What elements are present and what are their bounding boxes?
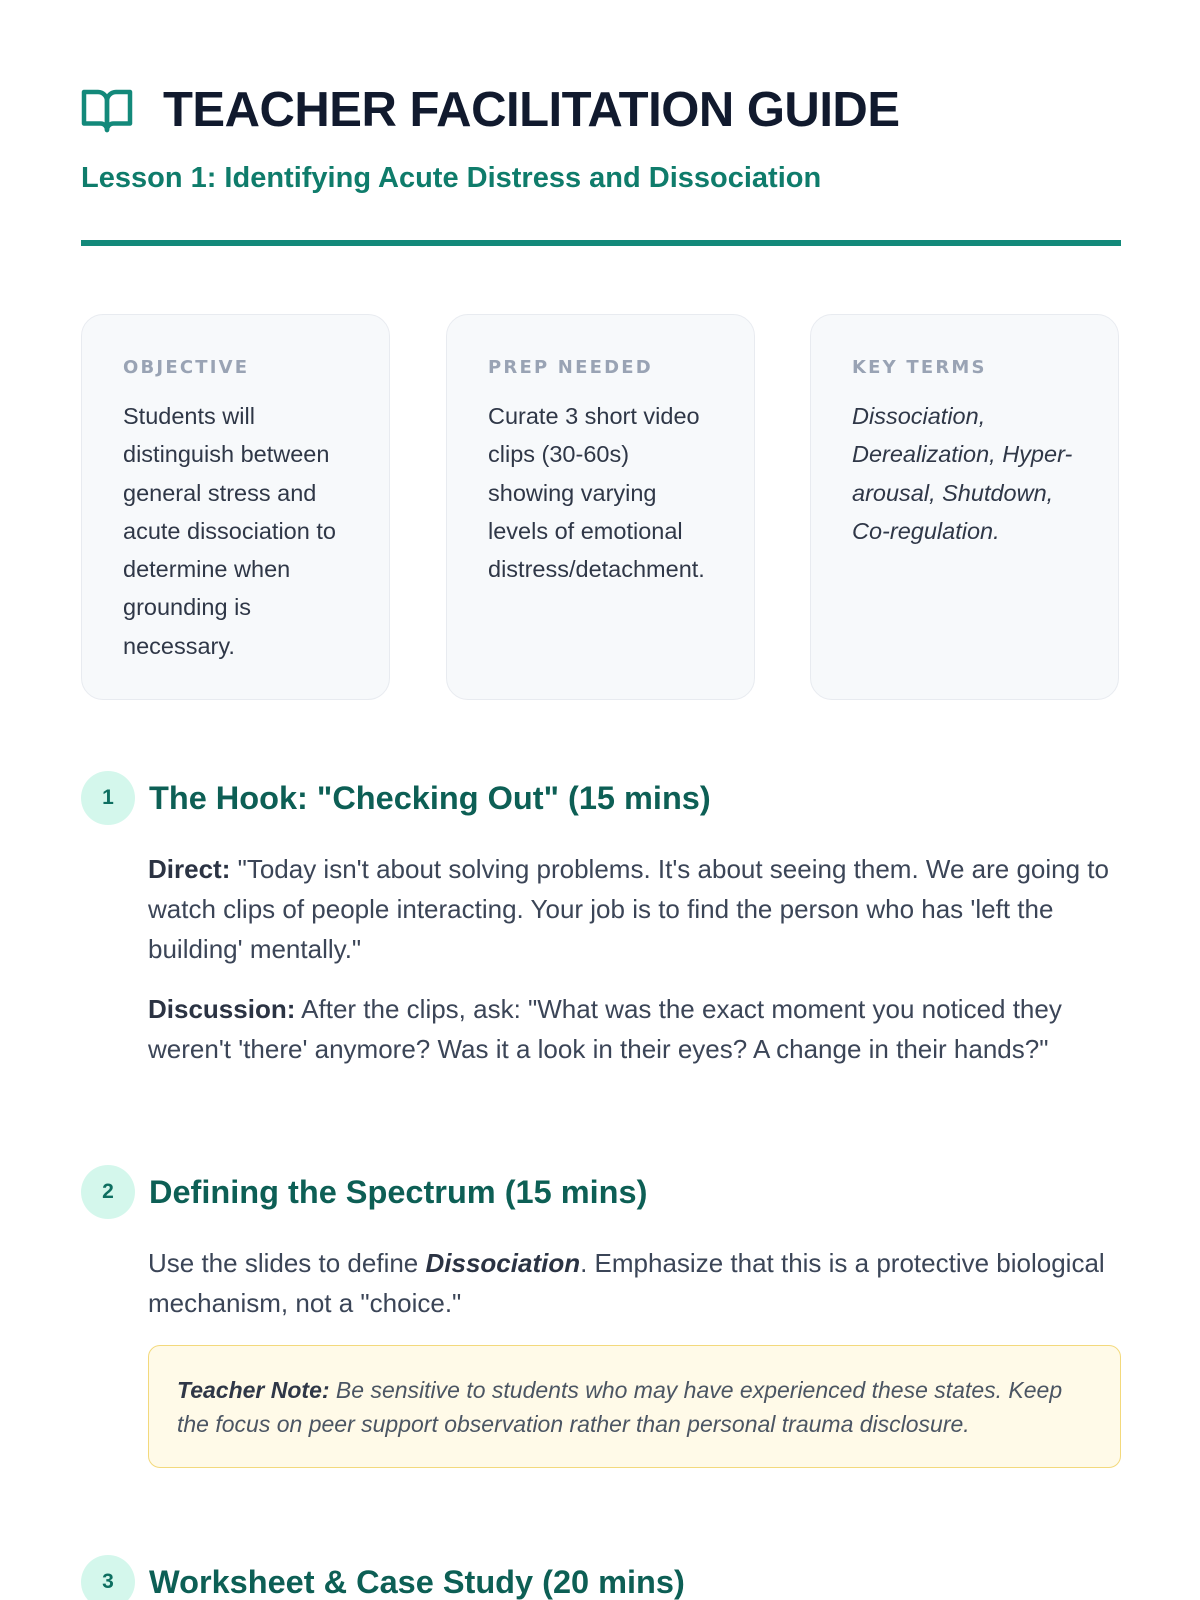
step-2-section — [81, 1165, 1121, 1468]
title-row — [81, 78, 1121, 142]
prep-needed-card — [446, 314, 755, 700]
card-text: Curate 3 short video clips (30-60s) showing varying levels of emotional distress/detachment. — [488, 403, 705, 583]
paragraph-text: Use the slides to define — [148, 1248, 426, 1278]
step-number-badge: 3 — [81, 1555, 135, 1600]
paragraph-text: . Emphasize that this is a protective biological mechanism, not a "choice." — [148, 1248, 1105, 1318]
card-text: Students will distinguish between general stress and acute dissociation to determine when grounding is necessary. — [123, 403, 336, 659]
objective-card — [81, 314, 390, 700]
step-1-section — [81, 771, 1121, 1069]
step-title: Worksheet & Case Study (20 mins) — [149, 1563, 685, 1600]
card-label: PREP NEEDED — [488, 357, 653, 378]
card-label: KEY TERMS — [852, 357, 987, 378]
page-title: TEACHER FACILITATION GUIDE — [163, 83, 900, 137]
teacher-note-callout — [148, 1345, 1121, 1468]
step-heading — [81, 1555, 1121, 1600]
step-heading — [81, 771, 1121, 825]
header-divider — [81, 240, 1121, 246]
paragraph-text: After the clips, ask: "What was the exact moment you noticed they weren't 'there' anymore? Was it a look in their eyes? A change in their hands?" — [148, 994, 1062, 1064]
paragraph-text: "Today isn't about solving problems. It's about seeing them. We are going to watch clips of people interacting. Your job is to find the person who has 'left the building' mentally." — [148, 854, 1109, 964]
page-header — [81, 78, 1121, 195]
note-label: Teacher Note: — [177, 1377, 330, 1403]
spectrum-paragraph — [148, 1243, 1121, 1323]
step-body — [148, 849, 1121, 1069]
card-text: Dissociation, Derealization, Hyper-arousal, Shutdown, Co-regulation. — [852, 403, 1073, 544]
paragraph-label: Direct: — [148, 854, 231, 884]
defined-term: Dissociation — [425, 1248, 581, 1278]
step-title: The Hook: "Checking Out" (15 mins) — [149, 779, 711, 816]
step-body — [148, 1243, 1121, 1323]
overview-cards — [81, 314, 1121, 702]
direct-paragraph — [148, 849, 1121, 969]
step-number-badge: 2 — [81, 1165, 135, 1219]
lesson-subtitle: Lesson 1: Identifying Acute Distress and Dissociation — [81, 162, 822, 194]
discussion-paragraph — [148, 989, 1121, 1069]
step-number-badge: 1 — [81, 771, 135, 825]
note-text: Be sensitive to students who may have experienced these states. Keep the focus on peer support observation rather than personal trauma disclosure. — [177, 1377, 1063, 1437]
card-label: OBJECTIVE — [123, 357, 250, 378]
step-title: Defining the Spectrum (15 mins) — [149, 1173, 648, 1210]
step-3-section — [81, 1555, 1121, 1600]
key-terms-card — [810, 314, 1119, 700]
paragraph-label: Discussion: — [148, 994, 296, 1024]
step-heading — [81, 1165, 1121, 1219]
open-book-icon — [81, 87, 133, 133]
